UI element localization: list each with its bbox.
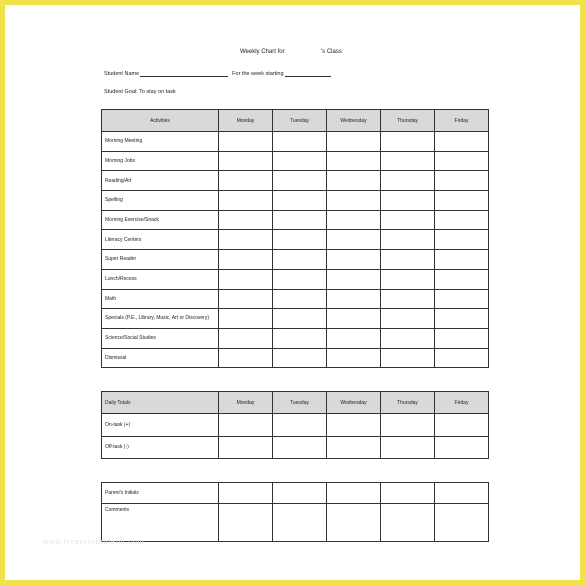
activity-label: Spelling xyxy=(102,191,219,211)
initials-cell[interactable] xyxy=(219,483,273,504)
entry-cell[interactable] xyxy=(435,436,489,459)
day-header: Friday xyxy=(435,110,489,132)
entry-cell[interactable] xyxy=(327,348,381,368)
day-header: Wednesday xyxy=(327,110,381,132)
table-row xyxy=(102,151,489,171)
entry-cell[interactable] xyxy=(381,132,435,152)
activities-table xyxy=(101,109,489,368)
entry-cell[interactable] xyxy=(273,210,327,230)
entry-cell[interactable] xyxy=(381,328,435,348)
entry-cell[interactable] xyxy=(327,269,381,289)
document-page xyxy=(5,5,580,580)
entry-cell[interactable] xyxy=(327,414,381,437)
parent-table xyxy=(101,482,489,542)
entry-cell[interactable] xyxy=(273,414,327,437)
table-row xyxy=(102,436,489,459)
parent-initials-label: Parent's Initials xyxy=(102,483,219,504)
activity-label: Literacy Centers xyxy=(102,230,219,250)
activity-label: Super Reader xyxy=(102,250,219,270)
entry-cell[interactable] xyxy=(327,191,381,211)
entry-cell[interactable] xyxy=(435,250,489,270)
day-header: Tuesday xyxy=(273,110,327,132)
activity-label: Morning Meeting xyxy=(102,132,219,152)
initials-cell[interactable] xyxy=(327,483,381,504)
entry-cell[interactable] xyxy=(219,171,273,191)
comments-cell[interactable] xyxy=(273,504,327,542)
title-left: Weekly Chart for xyxy=(240,49,285,55)
comments-cell[interactable] xyxy=(381,504,435,542)
entry-cell[interactable] xyxy=(273,289,327,309)
day-header: Wednesday xyxy=(327,392,381,414)
entry-cell[interactable] xyxy=(381,309,435,329)
entry-cell[interactable] xyxy=(219,210,273,230)
entry-cell[interactable] xyxy=(219,191,273,211)
parent-initials-row xyxy=(102,483,489,504)
comments-cell[interactable] xyxy=(435,504,489,542)
activity-label: Science/Social Studies xyxy=(102,328,219,348)
activity-label: Morning Exercise/Snack xyxy=(102,210,219,230)
entry-cell[interactable] xyxy=(219,250,273,270)
entry-cell[interactable] xyxy=(327,289,381,309)
table-row xyxy=(102,132,489,152)
entry-cell[interactable] xyxy=(381,436,435,459)
day-header: Monday xyxy=(219,392,273,414)
activity-label: Morning Jobs xyxy=(102,151,219,171)
entry-cell[interactable] xyxy=(273,151,327,171)
table-row xyxy=(102,210,489,230)
total-label: Off-task (-) xyxy=(102,436,219,459)
entry-cell[interactable] xyxy=(381,230,435,250)
table-row xyxy=(102,191,489,211)
totals-header-row xyxy=(102,392,489,414)
entry-cell[interactable] xyxy=(327,171,381,191)
entry-cell[interactable] xyxy=(435,348,489,368)
table-row xyxy=(102,414,489,437)
entry-cell[interactable] xyxy=(219,151,273,171)
title-right: 's Class xyxy=(321,49,342,55)
entry-cell[interactable] xyxy=(435,309,489,329)
watermark: www.freeprintabletm.com xyxy=(43,539,145,546)
comments-cell[interactable] xyxy=(219,504,273,542)
week-starting-blank xyxy=(285,70,331,77)
entry-cell[interactable] xyxy=(435,289,489,309)
entry-cell[interactable] xyxy=(273,132,327,152)
table-row xyxy=(102,171,489,191)
comments-row xyxy=(102,504,489,542)
entry-cell[interactable] xyxy=(435,210,489,230)
entry-cell[interactable] xyxy=(219,328,273,348)
table-row xyxy=(102,289,489,309)
day-header: Thursday xyxy=(381,110,435,132)
totals-header: Daily Totals xyxy=(102,392,219,414)
entry-cell[interactable] xyxy=(327,309,381,329)
activity-label: Dismissal xyxy=(102,348,219,368)
entry-cell[interactable] xyxy=(273,171,327,191)
entry-cell[interactable] xyxy=(273,436,327,459)
total-label: On-task (+) xyxy=(102,414,219,437)
entry-cell[interactable] xyxy=(219,289,273,309)
entry-cell[interactable] xyxy=(219,309,273,329)
entry-cell[interactable] xyxy=(381,151,435,171)
entry-cell[interactable] xyxy=(273,230,327,250)
entry-cell[interactable] xyxy=(435,328,489,348)
entry-cell[interactable] xyxy=(435,414,489,437)
entry-cell[interactable] xyxy=(381,414,435,437)
entry-cell[interactable] xyxy=(381,171,435,191)
entry-cell[interactable] xyxy=(381,348,435,368)
entry-cell[interactable] xyxy=(435,151,489,171)
week-starting-label: For the week starting xyxy=(232,71,284,77)
entry-cell[interactable] xyxy=(273,269,327,289)
student-name-label: Student Name xyxy=(104,71,140,77)
activity-label: Specials (P.E., Library, Music, Art or Discovery) xyxy=(102,309,219,329)
day-header: Monday xyxy=(219,110,273,132)
table-row xyxy=(102,230,489,250)
initials-cell[interactable] xyxy=(435,483,489,504)
activity-label: Reading/Art xyxy=(102,171,219,191)
table-row xyxy=(102,328,489,348)
entry-cell[interactable] xyxy=(327,230,381,250)
entry-cell[interactable] xyxy=(381,191,435,211)
activities-header-row xyxy=(102,110,489,132)
entry-cell[interactable] xyxy=(381,289,435,309)
entry-cell[interactable] xyxy=(381,250,435,270)
activity-label: Math xyxy=(102,289,219,309)
initials-cell[interactable] xyxy=(381,483,435,504)
entry-cell[interactable] xyxy=(273,191,327,211)
entry-cell[interactable] xyxy=(435,171,489,191)
entry-cell[interactable] xyxy=(327,210,381,230)
activities-header: Activities xyxy=(102,110,219,132)
initials-cell[interactable] xyxy=(273,483,327,504)
student-goal: Student Goal: To stay on task xyxy=(104,89,176,95)
entry-cell[interactable] xyxy=(219,269,273,289)
entry-cell[interactable] xyxy=(219,436,273,459)
entry-cell[interactable] xyxy=(435,132,489,152)
entry-cell[interactable] xyxy=(273,348,327,368)
daily-totals-table xyxy=(101,391,489,459)
entry-cell[interactable] xyxy=(273,309,327,329)
entry-cell[interactable] xyxy=(381,210,435,230)
activity-label: Lunch/Recess xyxy=(102,269,219,289)
comments-cell[interactable] xyxy=(327,504,381,542)
entry-cell[interactable] xyxy=(273,328,327,348)
entry-cell[interactable] xyxy=(219,414,273,437)
table-row xyxy=(102,269,489,289)
entry-cell[interactable] xyxy=(435,191,489,211)
entry-cell[interactable] xyxy=(219,230,273,250)
day-header: Tuesday xyxy=(273,392,327,414)
entry-cell[interactable] xyxy=(435,269,489,289)
entry-cell[interactable] xyxy=(327,328,381,348)
day-header: Friday xyxy=(435,392,489,414)
entry-cell[interactable] xyxy=(327,436,381,459)
table-row xyxy=(102,309,489,329)
entry-cell[interactable] xyxy=(327,151,381,171)
table-row xyxy=(102,348,489,368)
entry-cell[interactable] xyxy=(219,132,273,152)
day-header: Thursday xyxy=(381,392,435,414)
entry-cell[interactable] xyxy=(273,250,327,270)
table-row xyxy=(102,250,489,270)
entry-cell[interactable] xyxy=(327,132,381,152)
student-name-blank xyxy=(140,70,228,77)
entry-cell[interactable] xyxy=(381,269,435,289)
comments-label: Comments xyxy=(102,504,219,542)
entry-cell[interactable] xyxy=(219,348,273,368)
entry-cell[interactable] xyxy=(435,230,489,250)
student-name-line xyxy=(104,70,331,77)
entry-cell[interactable] xyxy=(327,250,381,270)
